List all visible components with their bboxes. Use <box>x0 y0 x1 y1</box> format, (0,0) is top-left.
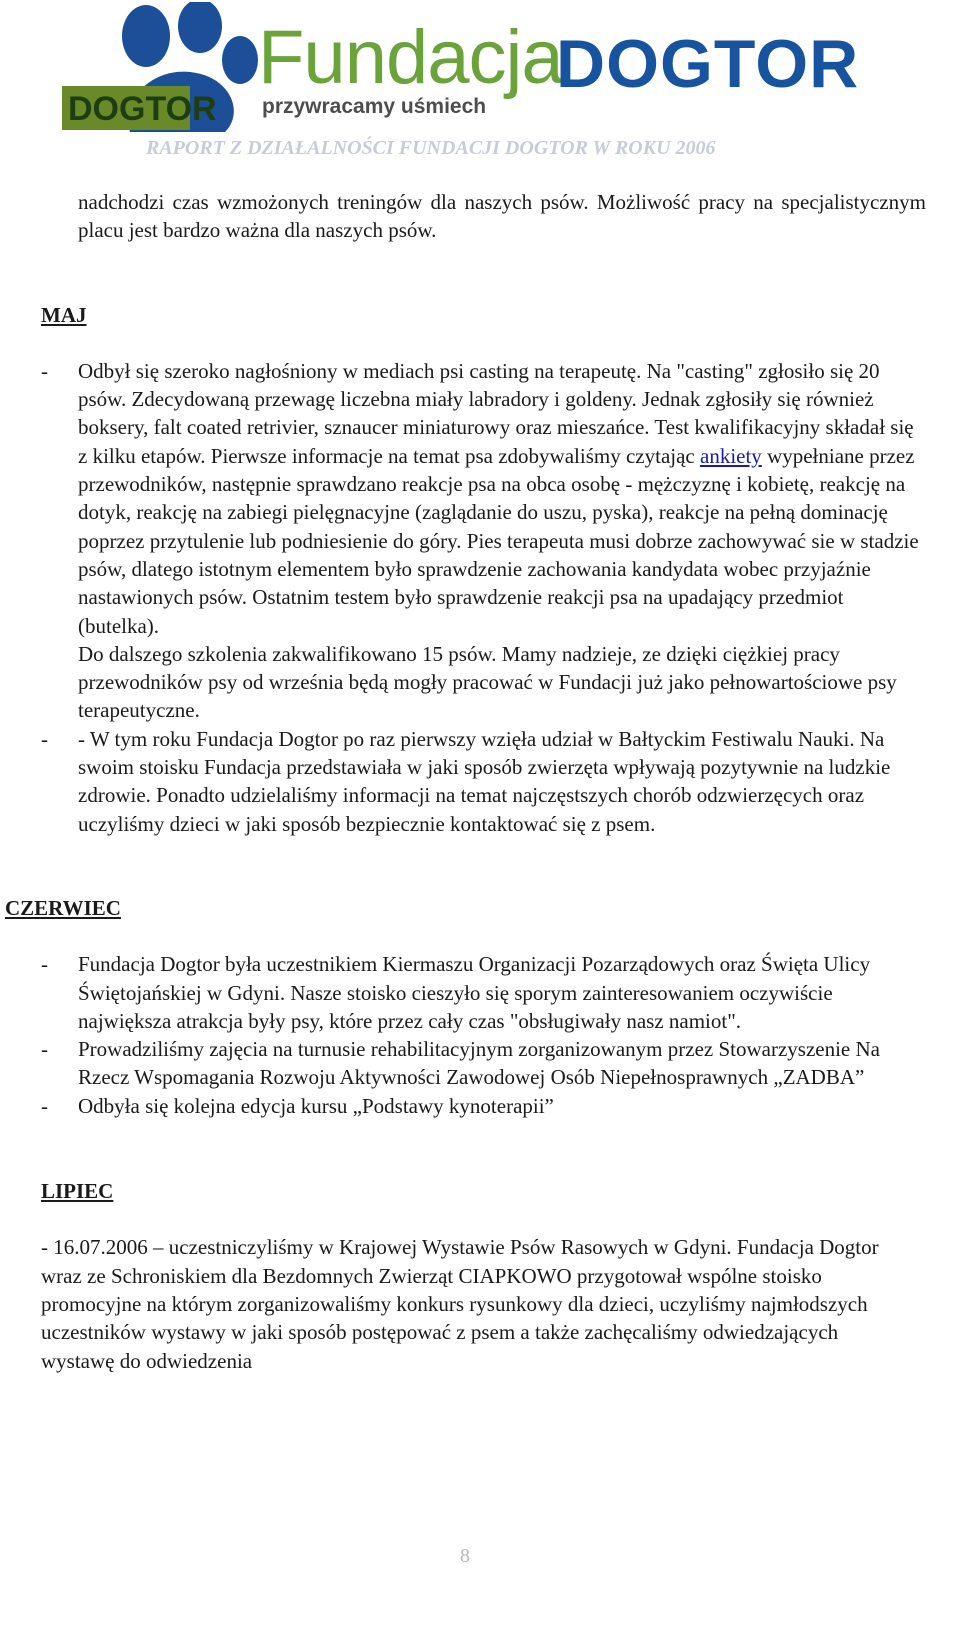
ankiety-link[interactable]: ankiety <box>700 443 762 468</box>
item-text: Fundacja Dogtor była uczestnikiem Kiermaszu Organizacji Pozarządowych oraz Święta Ulicy Świętojańskiej w Gdyni. Nasze stoisko cieszyło się sporym zainteresowaniem oczywiście największa atrakcja były psy, które przez cały czas "obsługiwały nasz namiot". <box>78 952 871 1033</box>
list-item <box>0 725 920 838</box>
list-item <box>0 357 920 725</box>
page-header <box>0 0 960 175</box>
section-heading-czerwiec: CZERWIEC <box>5 895 121 920</box>
maj-list <box>0 357 960 838</box>
list-dash: - <box>41 952 48 977</box>
item-text: Odbyła się kolejna edycja kursu „Podstawy kynoterapii” <box>78 1093 554 1118</box>
document-body <box>0 188 960 1375</box>
list-dash: - <box>41 726 48 751</box>
list-dash: - <box>41 1037 48 1062</box>
logo-tagline: przywracamy uśmiech <box>262 95 487 118</box>
paw-logo-icon <box>60 2 260 134</box>
item-continuation: Do dalszego szkolenia zakwalifikowano 15 psów. Mamy nadzieje, ze dzięki ciężkiej pracy przewodników psy od września będą mogły pracować w Fundacji już jako pełnowartościowe psy terapeutyczne. <box>78 641 897 723</box>
list-item <box>0 1092 920 1120</box>
intro-paragraph: nadchodzi czas wzmożonych treningów dla naszych psów. Możliwość pracy na specjalistycznym placu jest bardzo ważna dla naszych psów. <box>78 190 926 243</box>
item-text: - W tym roku Fundacja Dogtor po raz pierwszy wzięła udział w Bałtyckim Festiwalu Nauki. Na swoim stoisku Fundacja przedstawiała w jaki sposób zwierzęta wpływają pozytywnie na ludzkie zdrowie. Ponadto udzielaliśmy informacji na temat najczęstszych chorób odzwierzęcych oraz uczyliśmy dzieci w jaki sposób bezpiecznie kontaktować się z psem. <box>78 726 891 836</box>
item-text: wypełniane przez przewodników, następnie sprawdzano reakcje psa na obca osobę - mężczyznę i kobietę, reakcję na dotyk, reakcję na zabiegi pielęgnacyjne (zaglądanie do uszu, pyska), reakcje na pełną dominację poprzez przytulenie lub podniesienie do góry. Pies terapeuta musi dobrze zachowywać sie w stadzie psów, dlatego istotnym elementem było sprawdzenie zachowania kandydata wobec przyjaźnie nastawionych psów. Ostatnim testem było sprawdzenie reakcji psa na upadający przedmiot (butelka). <box>78 443 919 638</box>
page-number: 8 <box>460 1545 470 1567</box>
section-heading-maj: MAJ <box>41 302 87 327</box>
item-text: Odbył się szeroko nagłośniony w mediach psi casting na terapeutę. Na "casting" zgłosiło się 20 psów. Zdecydowaną przewagę liczebna miały labradory i goldeny. Jednak zgłosiły się również boksery, falt coated retrivier, sznaucer miniaturowy oraz mieszańce. Test kwalifikacyjny składał się z kilku etapów. Pierwsze informacje na temat psa zdobywaliśmy czytając <box>78 358 914 468</box>
item-text: Prowadziliśmy zajęcia na turnusie rehabilitacyjnym zorganizowanym przez Stowarzyszenie Na Rzecz Wspomagania Rozwoju Aktywności Zawodowej Osób Niepełnosprawnych „ZADBA” <box>78 1037 880 1090</box>
list-dash: - <box>41 358 48 383</box>
report-title: RAPORT Z DZIAŁALNOŚCI FUNDACJI DOGTOR W ROKU 2006 <box>146 137 716 159</box>
lipiec-paragraph: - 16.07.2006 – uczestniczyliśmy w Krajowej Wystawie Psów Rasowych w Gdyni. Fundacja Dogtor wraz ze Schroniskiem dla Bezdomnych Zwierząt CIAPKOWO przygotował wspólne stoisko promocyjne na którym zorganizowaliśmy konkurs rysunkowy dla dzieci, uczyliśmy najmłodszych uczestników wystawy w jaki sposób postępować z psem a także zachęcaliśmy odwiedzających wystawę do odwiedzenia <box>41 1235 879 1373</box>
logo-small-text: DOGTOR <box>68 90 217 128</box>
logo-brand: DOGTOR <box>556 26 860 102</box>
logo-name: Fundacja <box>258 15 563 100</box>
list-item <box>0 1035 920 1092</box>
section-heading-lipiec: LIPIEC <box>41 1179 114 1204</box>
czerwiec-list <box>0 950 960 1120</box>
list-item <box>0 950 920 1035</box>
list-dash: - <box>41 1093 48 1118</box>
